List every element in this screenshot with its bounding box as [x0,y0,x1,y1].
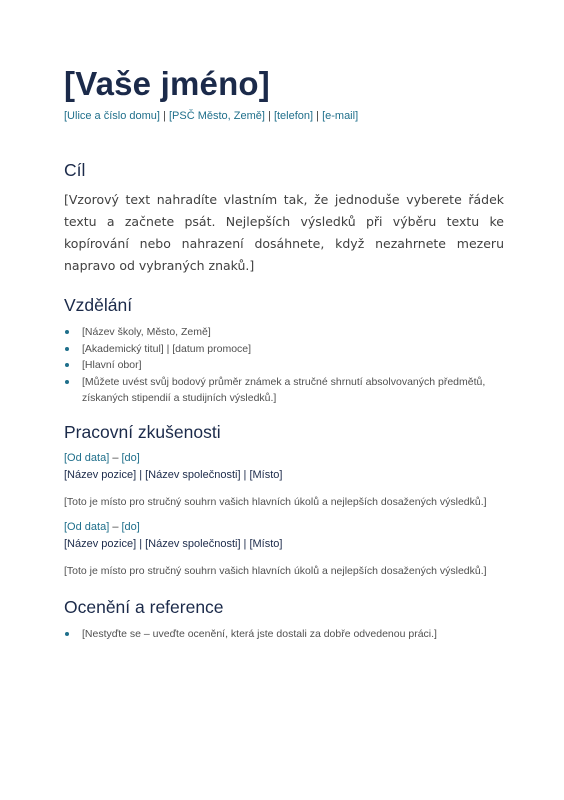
job-title-line[interactable]: [Název pozice] | [Název společnosti] | [Místo] [64,468,283,481]
contact-email[interactable]: [e-mail] [322,110,359,122]
bullet-icon [65,380,69,384]
job-date-to[interactable]: [do] [121,520,140,533]
contact-phone[interactable]: [telefon] [273,110,314,122]
bullet-icon [65,347,69,351]
education-heading[interactable]: Vzdělání [64,295,133,315]
job-dates [64,451,504,466]
experience-heading[interactable]: Pracovní zkušenosti [64,421,221,442]
job-description[interactable]: [Toto je místo pro stručný souhrn vašich hlavních úkolů a nejlepších dosažených výsledků.] [64,564,487,577]
education-item-text: [Hlavní obor] [82,359,142,371]
job-description[interactable]: [Toto je místo pro stručný souhrn vašich hlavních úkolů a nejlepších dosažených výsledků.] [64,495,487,508]
bullet-icon [65,330,69,334]
contact-address[interactable]: [Ulice a číslo domu] [64,110,160,122]
job-date-from[interactable]: [Od data] [64,520,110,533]
bullet-icon [65,363,69,367]
job-entry [64,451,504,510]
list-item[interactable] [64,324,504,341]
contact-separator: | [264,110,274,122]
awards-list [64,626,504,643]
job-date-from[interactable]: [Od data] [64,451,110,464]
job-date-to[interactable]: [do] [121,451,140,464]
job-entry [64,520,504,579]
education-item-text: [Akademický titul] | [datum promoce] [82,342,252,355]
contact-line [64,109,504,123]
awards-item-text: [Nestyďte se – uveďte ocenění, která jste dostali za dobře odvedenou práci.] [82,627,437,640]
job-date-separator: – [109,520,122,533]
objective-text[interactable]: [Vzorový text nahradíte vlastním tak, že jednoduše vyberete řádek textu a začnete psát. Nejlepších výsledků při výběru textu ke kopírování nebo nahrazení dosáhnete, když nezahrnete mezeru napravo od vybraných znaků.] [64,192,504,273]
objective-heading[interactable]: Cíl [64,160,86,180]
job-dates [64,520,504,535]
contact-city[interactable]: [PSČ Město, Země] [168,110,265,122]
job-date-separator: – [109,451,122,464]
bullet-icon [65,632,69,636]
awards-heading[interactable]: Ocenění a reference [64,596,224,617]
contact-separator: | [313,110,323,122]
education-item-text: [Můžete uvést svůj bodový průměr známek a stručné shrnutí absolvovaných předmětů, získaných stipendií a studijních výsledků.] [82,375,486,404]
education-item-text: [Název školy, Město, Země] [82,326,211,338]
list-item[interactable] [64,626,504,643]
resume-name[interactable]: [Vaše jméno] [64,65,270,102]
list-item[interactable] [64,341,504,358]
education-list [64,324,504,407]
job-title-line[interactable]: [Název pozice] | [Název společnosti] | [Místo] [64,537,283,550]
list-item[interactable] [64,374,504,407]
contact-separator: | [159,110,169,122]
list-item[interactable] [64,357,504,374]
resume-content [64,66,504,642]
